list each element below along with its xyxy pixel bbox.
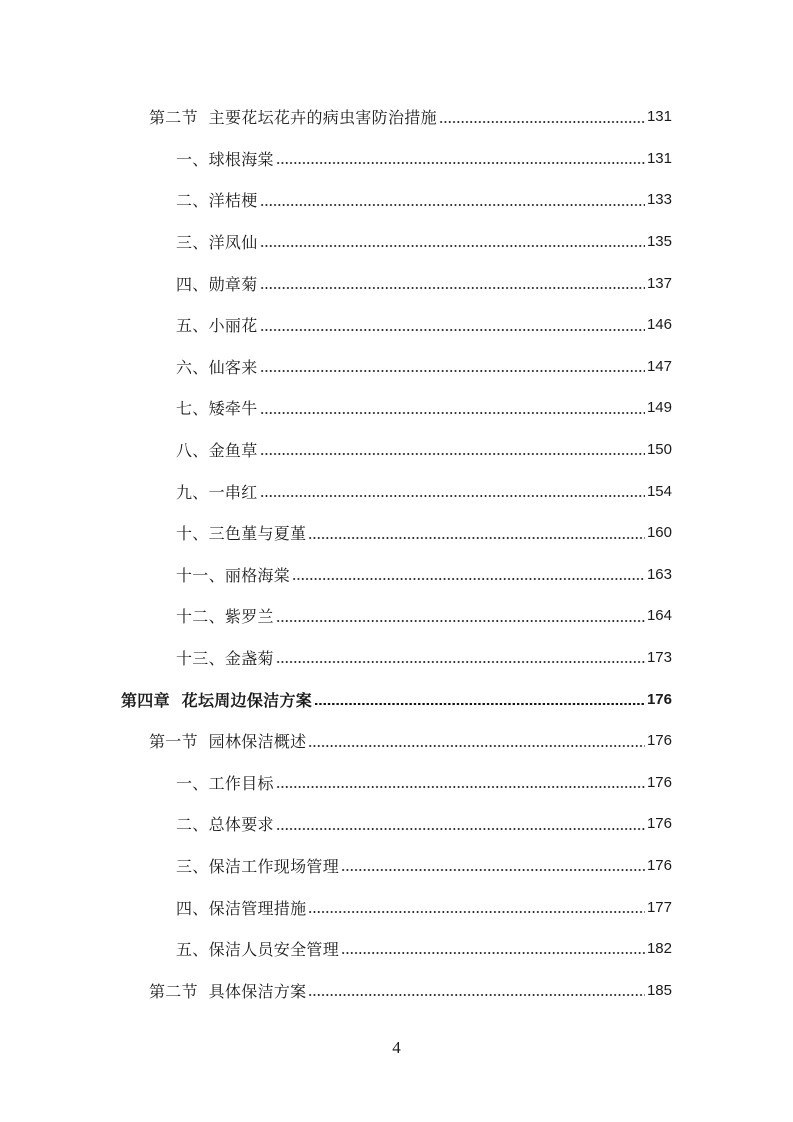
toc-entry-title: 五、保洁人员安全管理 — [176, 940, 340, 960]
toc-dot-leader — [260, 245, 645, 247]
toc-dot-leader — [308, 994, 644, 996]
toc-entry-title: 二、洋桔梗 — [176, 191, 258, 211]
toc-entry-page: 182 — [646, 940, 672, 958]
toc-entry-page: 185 — [646, 981, 672, 999]
toc-dot-leader — [260, 329, 645, 331]
toc-entry-title: 六、仙客来 — [176, 357, 258, 377]
toc-entry-page: 176 — [646, 773, 672, 791]
toc-dot-leader — [260, 412, 645, 414]
table-of-contents — [0, 96, 793, 1011]
toc-entry-page: 177 — [646, 898, 672, 916]
toc-entry-title: 第一节 园林保洁概述 — [149, 732, 307, 752]
toc-entry-title: 第二节 具体保洁方案 — [149, 981, 307, 1001]
toc-entry[interactable] — [0, 637, 793, 679]
toc-entry[interactable] — [0, 387, 793, 429]
toc-dot-leader — [260, 370, 645, 372]
toc-entry-title: 三、洋凤仙 — [176, 233, 258, 253]
toc-entry[interactable] — [0, 554, 793, 596]
toc-dot-leader — [308, 745, 644, 747]
toc-entry-title: 七、矮牵牛 — [176, 399, 258, 419]
toc-dot-leader — [314, 703, 645, 705]
toc-entry-title: 第二节 主要花坛花卉的病虫害防治措施 — [149, 108, 437, 128]
toc-dot-leader — [260, 495, 645, 497]
toc-entry-page: 147 — [646, 357, 672, 375]
toc-entry-page: 176 — [646, 690, 672, 708]
toc-entry[interactable] — [0, 138, 793, 180]
toc-entry-title: 五、小丽花 — [176, 316, 258, 336]
toc-entry-page: 176 — [646, 732, 672, 750]
toc-entry-page: 160 — [646, 524, 672, 542]
toc-entry-title: 一、球根海棠 — [176, 149, 274, 169]
toc-entry[interactable] — [0, 221, 793, 263]
toc-entry-page: 133 — [646, 191, 672, 209]
toc-entry[interactable] — [0, 928, 793, 970]
toc-entry-page: 150 — [646, 441, 672, 459]
toc-entry-title: 二、总体要求 — [176, 815, 274, 835]
toc-entry-title: 十一、丽格海棠 — [176, 565, 291, 585]
toc-dot-leader — [260, 287, 645, 289]
toc-entry-page: 135 — [646, 233, 672, 251]
toc-entry-title: 十二、紫罗兰 — [176, 607, 274, 627]
toc-entry-page: 164 — [646, 607, 672, 625]
toc-entry[interactable] — [0, 595, 793, 637]
toc-entry-title: 三、保洁工作现场管理 — [176, 856, 340, 876]
toc-dot-leader — [260, 453, 645, 455]
toc-entry-title: 九、一串红 — [176, 482, 258, 502]
toc-entry-title: 一、工作目标 — [176, 773, 274, 793]
toc-entry-title: 十、三色堇与夏堇 — [176, 524, 307, 544]
toc-entry[interactable] — [0, 720, 793, 762]
toc-entry-title: 四、保洁管理措施 — [176, 898, 307, 918]
toc-entry-page: 131 — [646, 108, 672, 126]
toc-entry-page: 131 — [646, 149, 672, 167]
toc-entry[interactable] — [0, 429, 793, 471]
toc-entry-page: 154 — [646, 482, 672, 500]
toc-entry-page: 137 — [646, 274, 672, 292]
toc-entry-title: 第四章 花坛周边保洁方案 — [121, 690, 313, 710]
toc-entry-page: 173 — [646, 649, 672, 667]
toc-entry[interactable] — [0, 262, 793, 304]
toc-dot-leader — [276, 828, 645, 830]
toc-dot-leader — [308, 911, 645, 913]
toc-entry[interactable] — [0, 803, 793, 845]
toc-entry-page: 176 — [646, 856, 672, 874]
toc-entry[interactable] — [0, 346, 793, 388]
toc-entry-title: 十三、金盏菊 — [176, 649, 274, 669]
toc-dot-leader — [308, 537, 645, 539]
toc-chapter-entry[interactable] — [0, 678, 793, 720]
toc-dot-leader — [276, 786, 645, 788]
toc-entry-title: 八、金鱼草 — [176, 441, 258, 461]
toc-dot-leader — [439, 121, 645, 123]
toc-dot-leader — [341, 952, 645, 954]
toc-dot-leader — [276, 162, 645, 164]
toc-entry[interactable] — [0, 969, 793, 1011]
toc-entry[interactable] — [0, 512, 793, 554]
toc-entry-page: 149 — [646, 399, 672, 417]
toc-entry-page: 146 — [646, 316, 672, 334]
toc-entry[interactable] — [0, 886, 793, 928]
toc-dot-leader — [260, 204, 645, 206]
toc-dot-leader — [276, 661, 645, 663]
toc-entry[interactable] — [0, 179, 793, 221]
toc-entry-page: 176 — [646, 815, 672, 833]
toc-dot-leader — [292, 578, 645, 580]
toc-dot-leader — [276, 620, 645, 622]
toc-entry[interactable] — [0, 304, 793, 346]
toc-entry[interactable] — [0, 96, 793, 138]
toc-entry[interactable] — [0, 762, 793, 804]
toc-entry-page: 163 — [646, 565, 672, 583]
toc-dot-leader — [341, 869, 645, 871]
page-number: 4 — [392, 1038, 401, 1057]
toc-entry[interactable] — [0, 470, 793, 512]
toc-entry[interactable] — [0, 845, 793, 887]
toc-entry-title: 四、勋章菊 — [176, 274, 258, 294]
